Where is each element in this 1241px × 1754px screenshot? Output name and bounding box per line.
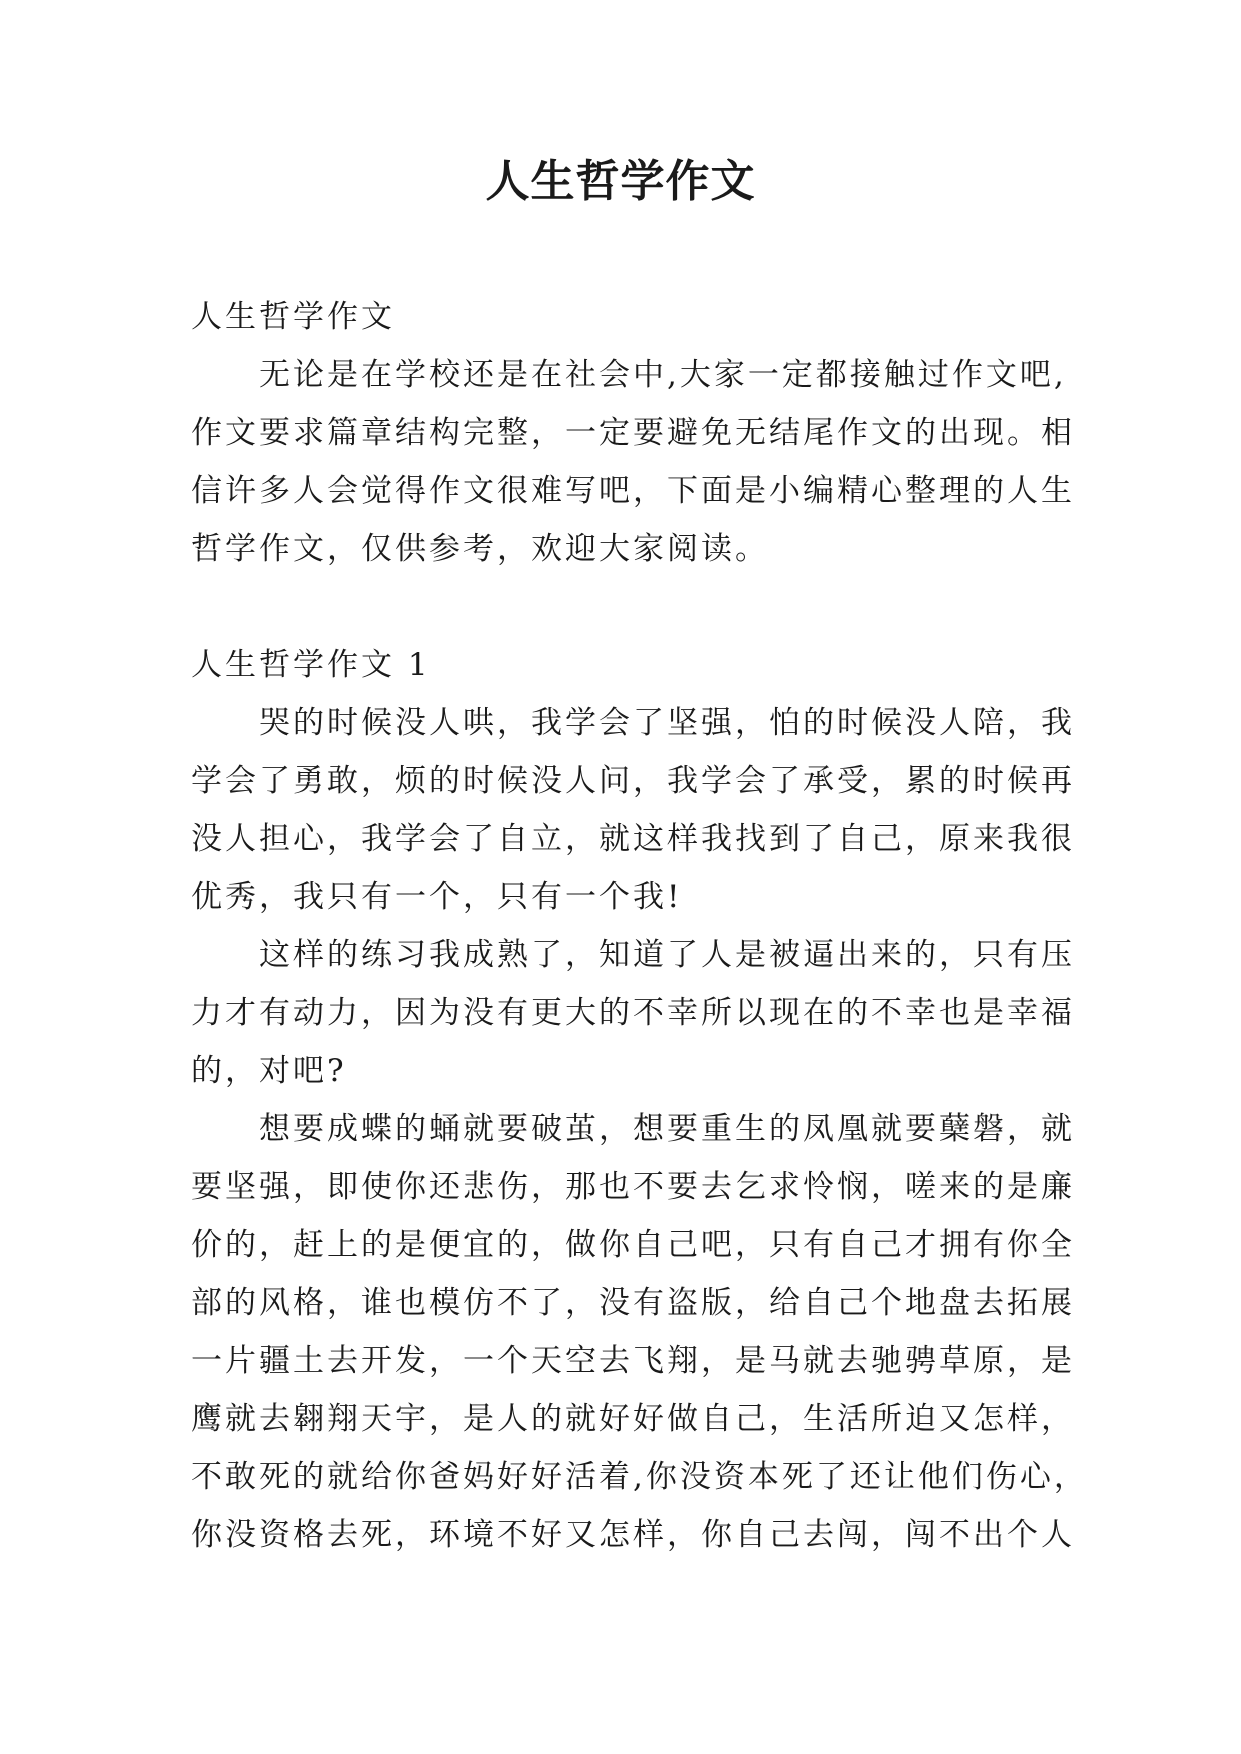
document-title: 人生哲学作文 bbox=[485, 156, 756, 207]
paragraph-line: 价的，赶上的是便宜的，做你自己吧，只有自己才拥有你全 bbox=[191, 1227, 1075, 1263]
paragraph-line: 想要成蝶的蛹就要破茧，想要重生的凤凰就要蘖磐，就 bbox=[259, 1111, 1075, 1147]
paragraph-line: 要坚强，即使你还悲伤，那也不要去乞求怜悯，嗟来的是廉 bbox=[191, 1169, 1075, 1205]
section1-paragraph-1 bbox=[191, 694, 1075, 926]
paragraph-line: 优秀，我只有一个，只有一个我! bbox=[191, 879, 683, 915]
intro-heading: 人生哲学作文 bbox=[191, 299, 395, 335]
paragraph-line: 没人担心，我学会了自立，就这样我找到了自己，原来我很 bbox=[191, 821, 1075, 857]
paragraph-line: 你没资格去死，环境不好又怎样，你自己去闯，闯不出个人 bbox=[191, 1517, 1075, 1553]
paragraph-line: 部的风格，谁也模仿不了，没有盗版，给自己个地盘去拓展 bbox=[191, 1285, 1075, 1321]
paragraph-line: 这样的练习我成熟了，知道了人是被逼出来的，只有压 bbox=[259, 937, 1075, 973]
section1-paragraph-2 bbox=[191, 926, 1075, 1100]
paragraph-line: 不敢死的就给你爸妈好好活着,你没资本死了还让他们伤心， bbox=[191, 1459, 1088, 1495]
intro-line: 信许多人会觉得作文很难写吧，下面是小编精心整理的人生 bbox=[191, 473, 1075, 509]
intro-line: 作文要求篇章结构完整，一定要避免无结尾作文的出现。相 bbox=[191, 415, 1075, 451]
intro-paragraph bbox=[191, 346, 1075, 578]
paragraph-line: 的，对吧? bbox=[191, 1053, 347, 1089]
paragraph-line: 一片疆土去开发，一个天空去飞翔，是马就去驰骋草原，是 bbox=[191, 1343, 1075, 1379]
paragraph-line: 鹰就去翱翔天宇，是人的就好好做自己，生活所迫又怎样， bbox=[191, 1401, 1075, 1437]
paragraph-line: 力才有动力，因为没有更大的不幸所以现在的不幸也是幸福 bbox=[191, 995, 1075, 1031]
document-body bbox=[191, 288, 1088, 1564]
intro-line: 无论是在学校还是在社会中,大家一定都接触过作文吧, bbox=[259, 357, 1067, 393]
section1-heading: 人生哲学作文 1 bbox=[191, 647, 431, 683]
paragraph-line: 学会了勇敢，烦的时候没人问，我学会了承受，累的时候再 bbox=[191, 763, 1075, 799]
paragraph-line: 哭的时候没人哄，我学会了坚强，怕的时候没人陪，我 bbox=[259, 705, 1075, 741]
intro-line: 哲学作文，仅供参考，欢迎大家阅读。 bbox=[191, 531, 769, 567]
section-spacer bbox=[191, 578, 1057, 636]
section1-paragraph-3 bbox=[191, 1100, 1088, 1564]
